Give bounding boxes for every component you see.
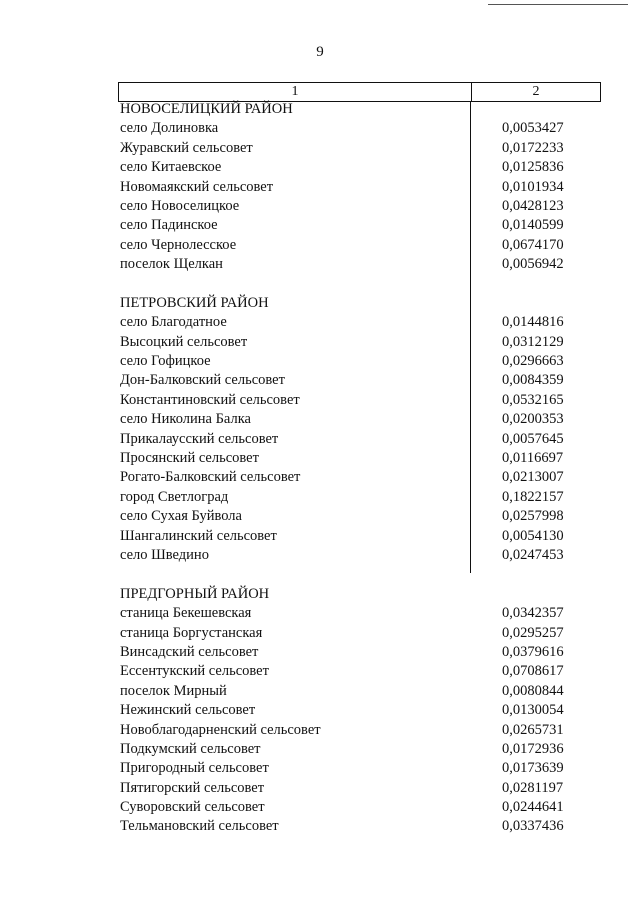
coefficient-value: 0,0312129	[502, 333, 564, 350]
table-row	[0, 468, 640, 487]
settlement-name: станица Бекешевская	[120, 605, 252, 622]
settlement-name: Новоблагодарненский сельсовет	[120, 721, 321, 738]
coefficient-value: 0,0428123	[502, 197, 564, 214]
settlement-name: Пригородный сельсовет	[120, 760, 269, 777]
table-row	[0, 139, 640, 158]
coefficient-value: 0,0379616	[502, 643, 564, 660]
coefficient-value: 0,0057645	[502, 430, 564, 447]
settlement-name: Прикалаусский сельсовет	[120, 430, 279, 447]
table-row	[0, 817, 640, 836]
coefficient-value: 0,0144816	[502, 314, 564, 331]
table-row	[0, 158, 640, 177]
coefficient-value: 0,0172233	[502, 139, 564, 156]
table-row	[0, 779, 640, 798]
settlement-name: станица Боргустанская	[120, 624, 263, 641]
coefficient-value: 0,0130054	[502, 702, 564, 719]
page-number: 9	[316, 44, 324, 60]
table-row	[0, 662, 640, 681]
table-row	[0, 216, 640, 235]
table-row	[0, 721, 640, 740]
settlement-name: Рогато-Балковский сельсовет	[120, 469, 301, 486]
table-row	[0, 682, 640, 701]
coefficient-value: 0,0140599	[502, 217, 564, 234]
settlement-name: село Новоселицкое	[120, 197, 240, 214]
settlement-name: село Шведино	[120, 546, 209, 563]
table-row	[0, 507, 640, 526]
column-header-2: 2	[532, 84, 540, 99]
coefficient-value: 0,0125836	[502, 159, 564, 176]
table-row	[0, 759, 640, 778]
section-spacer	[0, 565, 640, 584]
table-row	[0, 643, 640, 662]
settlement-name: Подкумский сельсовет	[120, 740, 261, 757]
table-row	[0, 255, 640, 274]
coefficient-value: 0,0337436	[502, 818, 564, 835]
settlement-name: Просянский сельсовет	[120, 450, 259, 467]
settlement-name: село Чернолесское	[120, 236, 237, 253]
settlement-name: село Сухая Буйвола	[120, 508, 242, 525]
section-title: ПРЕДГОРНЫЙ РАЙОН	[120, 585, 270, 602]
settlement-name: село Гофицкое	[120, 353, 211, 370]
table-row	[0, 527, 640, 546]
coefficient-value: 0,0265731	[502, 721, 564, 738]
table-row	[0, 604, 640, 623]
coefficient-value: 0,1822157	[502, 488, 564, 505]
settlement-name: село Падинское	[120, 217, 218, 234]
coefficient-value: 0,0200353	[502, 411, 564, 428]
coefficient-value: 0,0281197	[502, 779, 564, 796]
settlement-name: Винсадский сельсовет	[120, 643, 259, 660]
table-header-row	[118, 82, 601, 102]
section-title: ПЕТРОВСКИЙ РАЙОН	[120, 294, 269, 311]
coefficient-value: 0,0080844	[502, 682, 564, 699]
coefficient-value: 0,0213007	[502, 469, 564, 486]
settlement-name: село Благодатное	[120, 314, 227, 331]
coefficient-value: 0,0532165	[502, 391, 564, 408]
table-row	[0, 701, 640, 720]
column-header-1: 1	[119, 83, 472, 101]
coefficient-value: 0,0342357	[502, 605, 564, 622]
table-row	[0, 119, 640, 138]
table-row	[0, 488, 640, 507]
settlement-name: поселок Мирный	[120, 682, 227, 699]
settlement-name: Высоцкий сельсовет	[120, 333, 248, 350]
coefficient-value: 0,0173639	[502, 760, 564, 777]
coefficient-value: 0,0674170	[502, 236, 564, 253]
section-title-row	[0, 294, 640, 313]
settlement-name: Журавский сельсовет	[120, 139, 253, 156]
settlement-name: Новомаякский сельсовет	[120, 178, 274, 195]
coefficient-value: 0,0708617	[502, 663, 564, 680]
settlement-name: село Долиновка	[120, 120, 219, 137]
section-title-row	[0, 100, 640, 119]
coefficient-value: 0,0116697	[502, 450, 564, 467]
section-title: НОВОСЕЛИЦКИЙ РАЙОН	[120, 101, 293, 117]
coefficient-value: 0,0101934	[502, 178, 564, 195]
coefficient-value: 0,0084359	[502, 372, 564, 389]
settlement-name: Ессентукский сельсовет	[120, 663, 269, 680]
table-row	[0, 546, 640, 565]
settlement-name: село Китаевское	[120, 159, 222, 176]
coefficient-value: 0,0172936	[502, 740, 564, 757]
section-title-row	[0, 585, 640, 604]
table-row	[0, 333, 640, 352]
table-body	[0, 100, 640, 837]
table-row	[0, 313, 640, 332]
table-row	[0, 624, 640, 643]
coefficient-value: 0,0053427	[502, 120, 564, 137]
settlement-name: Суворовский сельсовет	[120, 799, 265, 816]
settlement-name: Шангалинский сельсовет	[120, 527, 277, 544]
settlement-name: Нежинский сельсовет	[120, 702, 256, 719]
coefficient-value: 0,0296663	[502, 353, 564, 370]
table-row	[0, 449, 640, 468]
table-row	[0, 236, 640, 255]
table-row	[0, 391, 640, 410]
table-row	[0, 410, 640, 429]
settlement-name: Тельмановский сельсовет	[120, 818, 279, 835]
table-row	[0, 178, 640, 197]
header-rule	[488, 4, 628, 5]
settlement-name: Пятигорский сельсовет	[120, 779, 265, 796]
settlement-name: поселок Щелкан	[120, 256, 223, 273]
settlement-name: город Светлоград	[120, 488, 229, 505]
coefficient-value: 0,0247453	[502, 546, 564, 563]
table-row	[0, 197, 640, 216]
coefficient-value: 0,0244641	[502, 799, 564, 816]
section-spacer	[0, 275, 640, 294]
settlement-name: село Николина Балка	[120, 411, 251, 428]
table-row	[0, 430, 640, 449]
coefficient-value: 0,0056942	[502, 256, 564, 273]
table-row	[0, 371, 640, 390]
table-row	[0, 352, 640, 371]
coefficient-value: 0,0257998	[502, 508, 564, 525]
table-row	[0, 798, 640, 817]
settlement-name: Константиновский сельсовет	[120, 391, 300, 408]
table-row	[0, 740, 640, 759]
coefficient-value: 0,0295257	[502, 624, 564, 641]
coefficient-value: 0,0054130	[502, 527, 564, 544]
settlement-name: Дон-Балковский сельсовет	[120, 372, 285, 389]
